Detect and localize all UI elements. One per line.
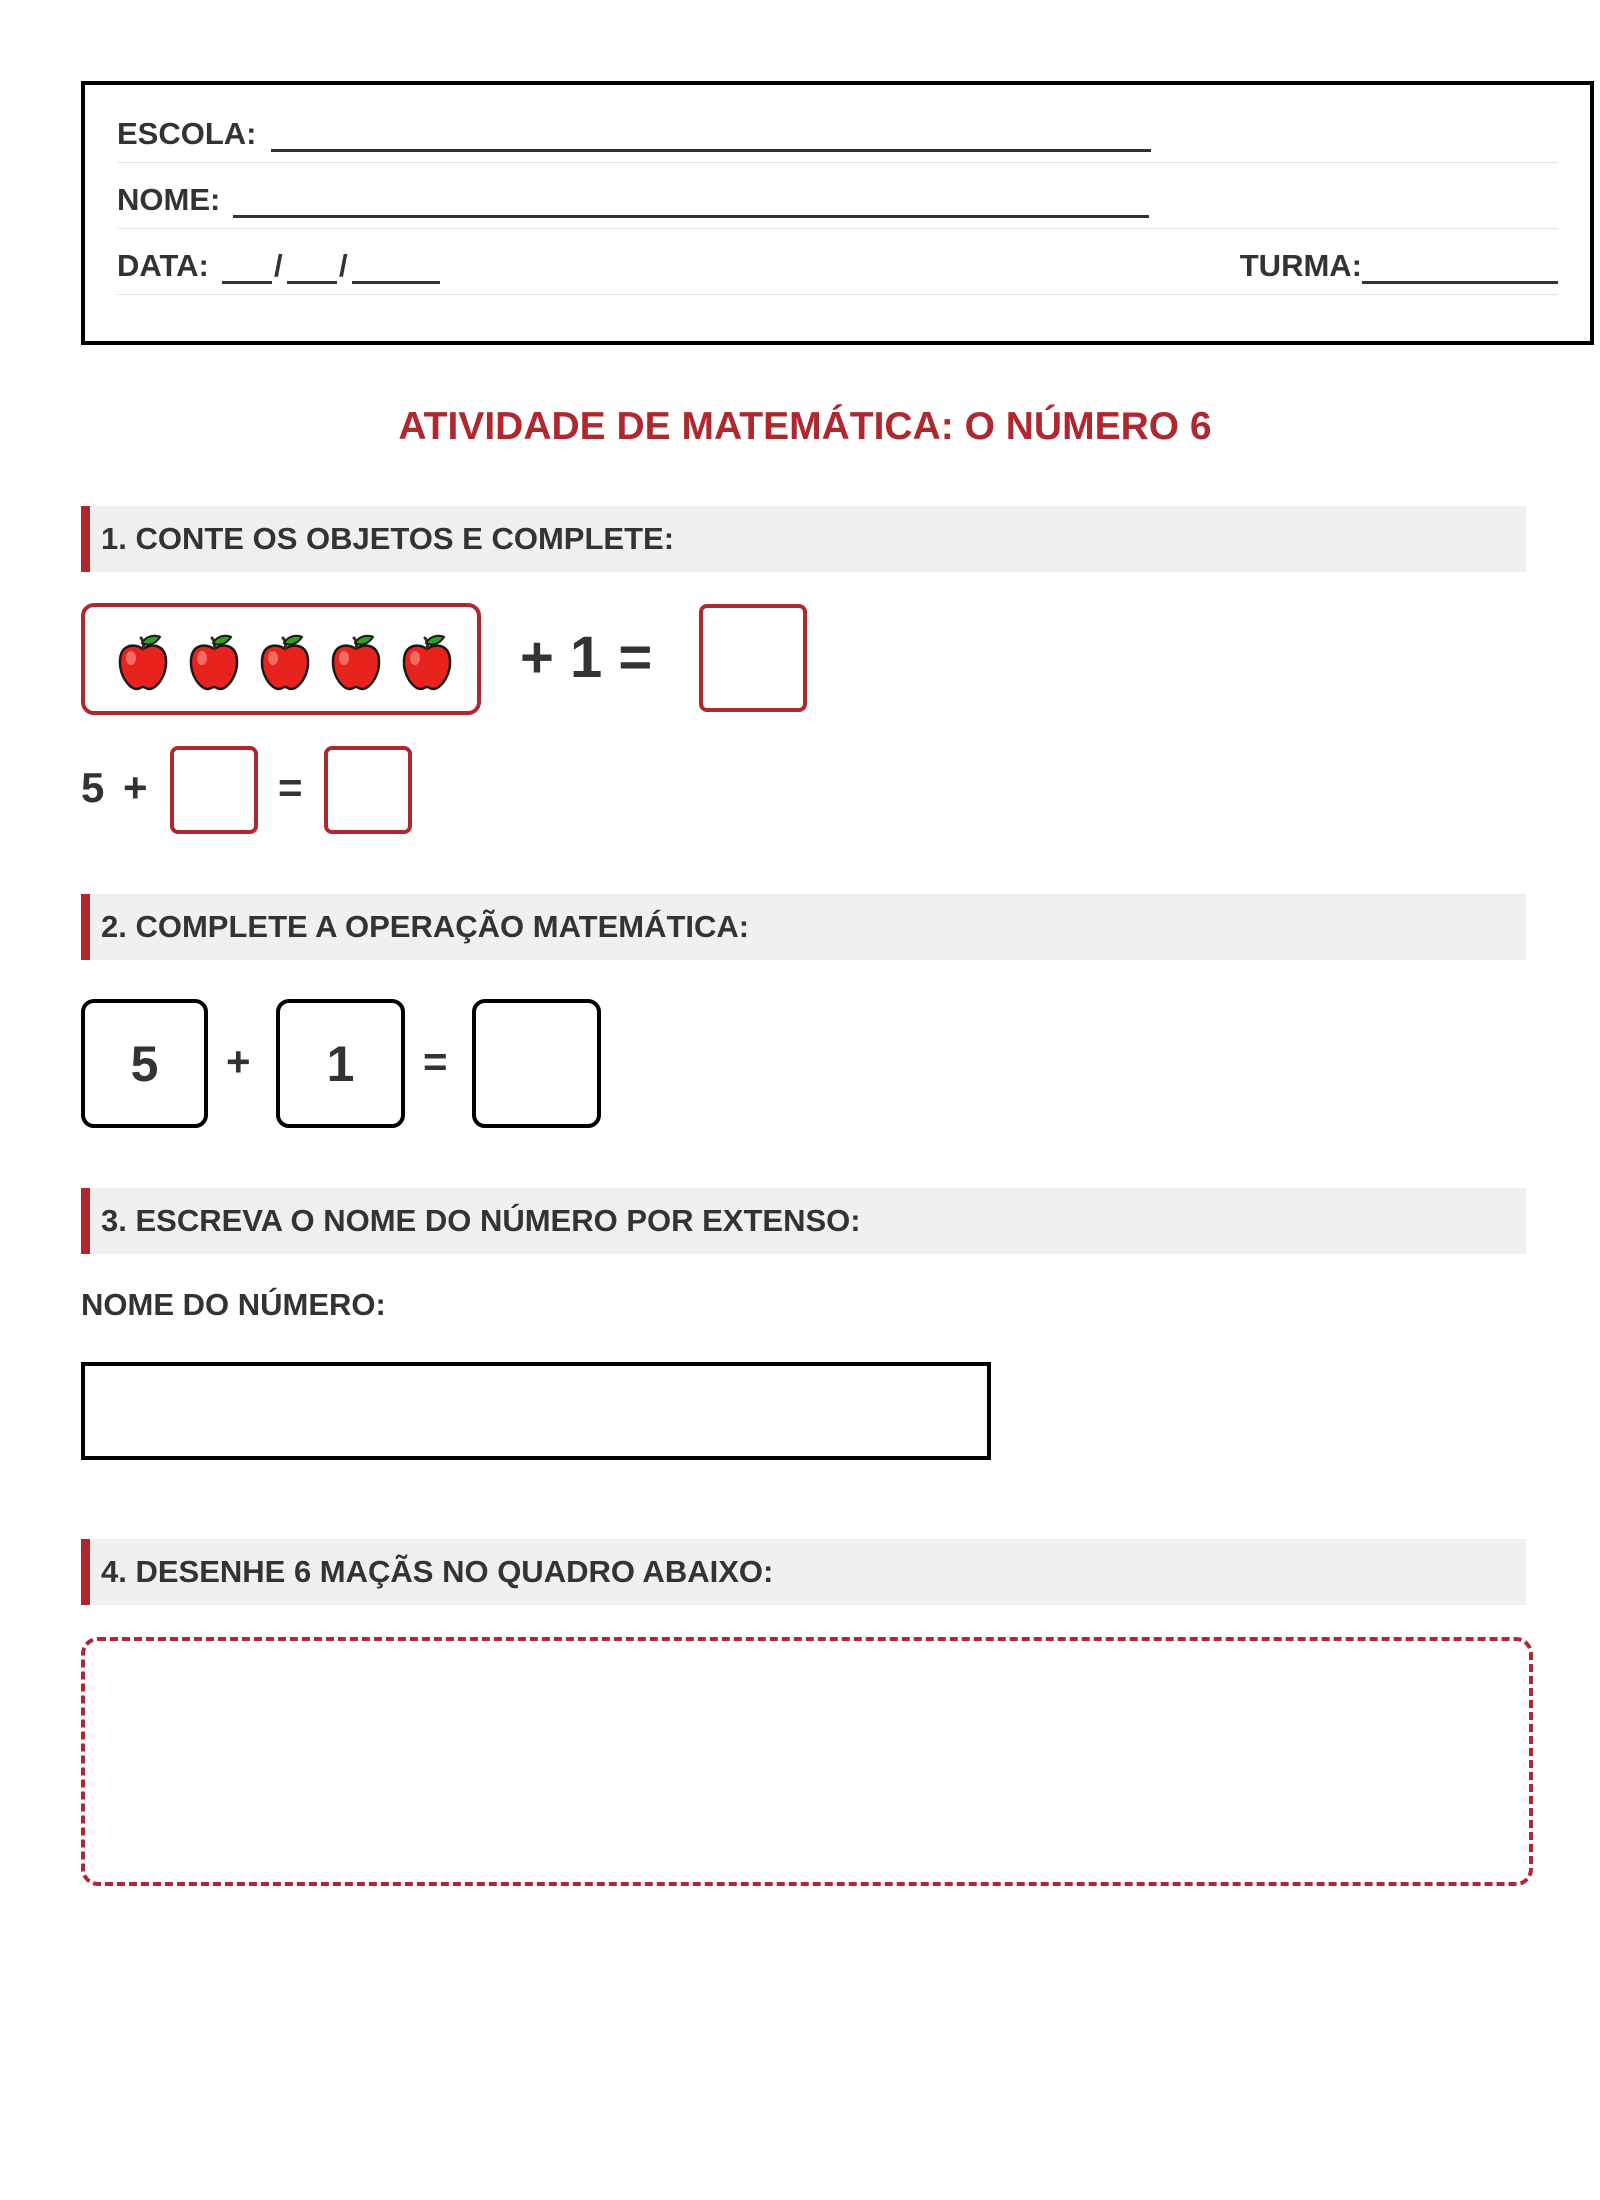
nome-line[interactable]	[233, 215, 1149, 218]
drawing-area[interactable]	[81, 1637, 1533, 1886]
apple-icon	[328, 633, 384, 691]
answer-box-2[interactable]	[170, 746, 258, 834]
escola-line[interactable]	[271, 149, 1151, 152]
operand-box-1	[276, 999, 405, 1128]
answer-box-3[interactable]	[324, 746, 412, 834]
operation-plus: +	[226, 1038, 251, 1085]
section-1-heading-text: 1. CONTE OS OBJETOS E COMPLETE:	[101, 521, 675, 556]
date-slash: /	[339, 248, 348, 283]
student-info-box	[81, 81, 1594, 345]
date-slash: /	[274, 248, 283, 283]
section-2-heading-text: 2. COMPLETE A OPERAÇÃO MATEMÁTICA:	[101, 909, 750, 944]
nome-row	[117, 162, 1558, 229]
number-name-field[interactable]	[81, 1362, 991, 1460]
row2-plus: +	[123, 764, 148, 811]
escola-label: ESCOLA:	[117, 116, 257, 151]
apple-icon	[186, 633, 242, 691]
section-3-heading	[81, 1188, 1526, 1254]
section-1-heading	[81, 506, 1526, 572]
data-turma-row	[117, 228, 1558, 295]
answer-box-1[interactable]	[699, 604, 807, 712]
operand-2-value: 1	[326, 1035, 355, 1092]
date-day-blank[interactable]	[222, 281, 272, 284]
number-name-label: NOME DO NÚMERO:	[81, 1287, 386, 1322]
date-year-blank[interactable]	[352, 281, 440, 284]
plus-one-equals: + 1 =	[520, 625, 653, 690]
section-2-heading	[81, 894, 1526, 960]
apple-group-box	[81, 603, 481, 715]
operation-equals: =	[423, 1038, 448, 1085]
result-box[interactable]	[472, 999, 601, 1128]
operand-box-5	[81, 999, 208, 1128]
row2-number-5: 5	[81, 764, 105, 811]
page-title: ATIVIDADE DE MATEMÁTICA: O NÚMERO 6	[398, 405, 1212, 448]
turma-line[interactable]	[1362, 281, 1558, 284]
escola-row	[117, 96, 1558, 163]
date-month-blank[interactable]	[287, 281, 337, 284]
apple-icon	[257, 633, 313, 691]
section-4-heading-text: 4. DESENHE 6 MAÇÃS NO QUADRO ABAIXO:	[101, 1554, 774, 1589]
apple-icon	[115, 633, 171, 691]
operand-1-value: 5	[130, 1035, 159, 1092]
row2-equals: =	[278, 764, 303, 811]
apple-icon	[399, 633, 455, 691]
turma-label: TURMA:	[1239, 248, 1362, 283]
data-label: DATA:	[117, 248, 209, 283]
section-3-heading-text: 3. ESCREVA O NOME DO NÚMERO POR EXTENSO:	[101, 1203, 861, 1238]
section-4-heading	[81, 1539, 1526, 1605]
nome-label: NOME:	[117, 182, 221, 217]
